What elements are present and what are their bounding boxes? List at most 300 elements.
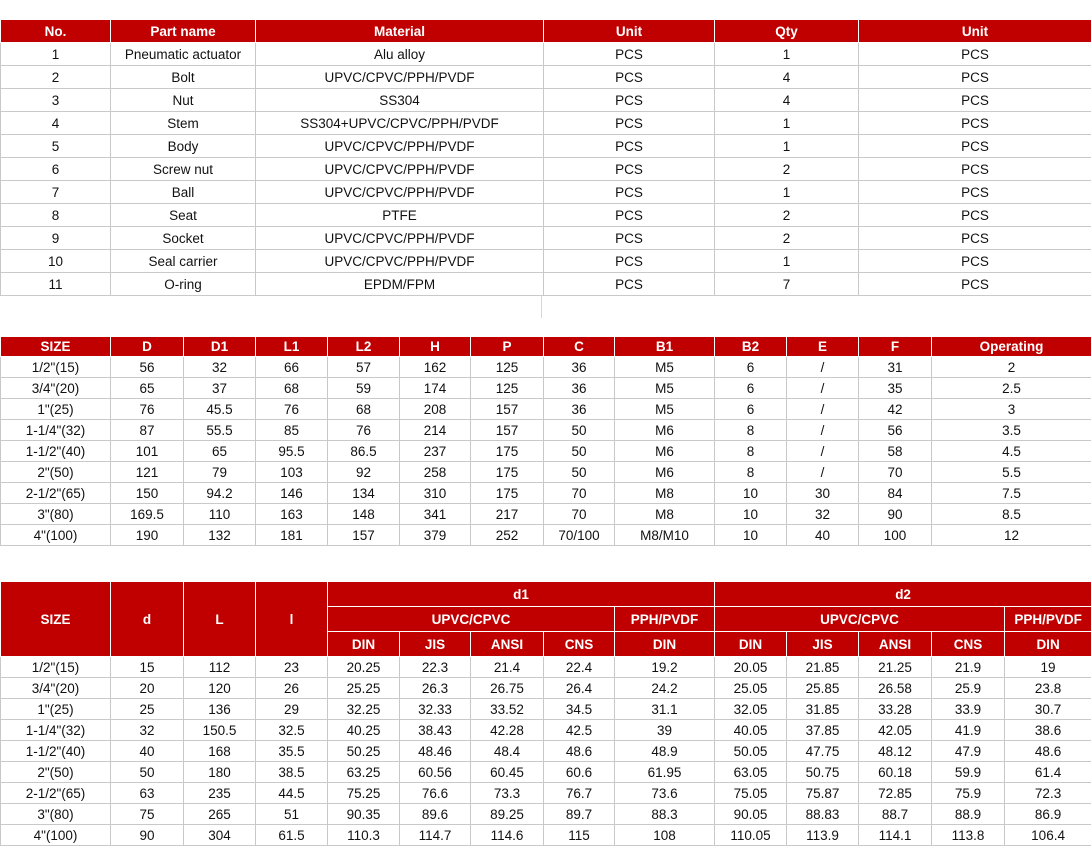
table-cell: 25 bbox=[111, 699, 184, 720]
table-row bbox=[1, 357, 1091, 378]
table-cell: 4.5 bbox=[932, 441, 1091, 462]
table-cell: 103 bbox=[256, 462, 328, 483]
table-cell: 85 bbox=[256, 420, 328, 441]
table-cell: 11 bbox=[1, 273, 111, 296]
dimension-table-body bbox=[1, 357, 1091, 546]
table-cell: Pneumatic actuator bbox=[111, 43, 256, 66]
table-cell: 57 bbox=[328, 357, 400, 378]
table-cell: M6 bbox=[615, 462, 715, 483]
table-row bbox=[1, 804, 1091, 825]
table-cell: 48.9 bbox=[615, 741, 715, 762]
table-cell: 70 bbox=[544, 483, 615, 504]
table-cell: UPVC/CPVC/PPH/PVDF bbox=[256, 135, 544, 158]
connection-header-row-1 bbox=[1, 582, 1091, 607]
col-size: SIZE bbox=[1, 582, 111, 657]
table-cell: UPVC/CPVC/PPH/PVDF bbox=[256, 227, 544, 250]
table-cell: 38.5 bbox=[256, 762, 328, 783]
table-cell: 146 bbox=[256, 483, 328, 504]
column-header: Part name bbox=[111, 20, 256, 43]
table-cell: 217 bbox=[471, 504, 544, 525]
table-cell: 8 bbox=[715, 441, 787, 462]
table-cell: 8 bbox=[1, 204, 111, 227]
table-cell: 6 bbox=[715, 378, 787, 399]
parts-table-header bbox=[1, 20, 1091, 43]
d2-upvc-cpvc: UPVC/CPVC bbox=[715, 607, 1005, 632]
table-cell: 60.45 bbox=[471, 762, 544, 783]
table-row bbox=[1, 504, 1091, 525]
table-cell: 26.3 bbox=[400, 678, 471, 699]
table-cell: 90 bbox=[111, 825, 184, 846]
table-cell: 30 bbox=[787, 483, 859, 504]
column-header: No. bbox=[1, 20, 111, 43]
table-cell: / bbox=[787, 420, 859, 441]
table-cell: 134 bbox=[328, 483, 400, 504]
d2-din: DIN bbox=[715, 632, 787, 657]
table-cell: 47.9 bbox=[932, 741, 1005, 762]
table-cell: 3"(80) bbox=[1, 804, 111, 825]
column-header: B1 bbox=[615, 337, 715, 357]
table-cell: 5.5 bbox=[932, 462, 1091, 483]
group-d2: d2 bbox=[715, 582, 1091, 607]
table-cell: / bbox=[787, 357, 859, 378]
table-cell: 20.05 bbox=[715, 657, 787, 678]
table-cell: PCS bbox=[544, 250, 715, 273]
table-cell: UPVC/CPVC/PPH/PVDF bbox=[256, 181, 544, 204]
table-cell: 32.33 bbox=[400, 699, 471, 720]
table-cell: PCS bbox=[544, 181, 715, 204]
table-cell: / bbox=[787, 399, 859, 420]
table-row bbox=[1, 181, 1091, 204]
table-cell: 2 bbox=[715, 204, 859, 227]
table-cell: UPVC/CPVC/PPH/PVDF bbox=[256, 250, 544, 273]
table-cell: 25.05 bbox=[715, 678, 787, 699]
table-cell: M5 bbox=[615, 378, 715, 399]
table-cell: 70 bbox=[859, 462, 932, 483]
table-cell: 50.25 bbox=[328, 741, 400, 762]
table-cell: PCS bbox=[544, 43, 715, 66]
table-cell: 6 bbox=[715, 357, 787, 378]
table-cell: 39 bbox=[615, 720, 715, 741]
column-header: P bbox=[471, 337, 544, 357]
table-cell: 208 bbox=[400, 399, 471, 420]
table-cell: 162 bbox=[400, 357, 471, 378]
table-cell: UPVC/CPVC/PPH/PVDF bbox=[256, 158, 544, 181]
table-cell: 26 bbox=[256, 678, 328, 699]
table-cell: 75 bbox=[111, 804, 184, 825]
table-cell: 237 bbox=[400, 441, 471, 462]
dimension-table-header bbox=[1, 337, 1091, 357]
column-header: F bbox=[859, 337, 932, 357]
table-cell: PCS bbox=[859, 250, 1091, 273]
table-cell: 90.35 bbox=[328, 804, 400, 825]
table-cell: 40.25 bbox=[328, 720, 400, 741]
table-cell: 190 bbox=[111, 525, 184, 546]
table-cell: 40 bbox=[787, 525, 859, 546]
table-cell: 379 bbox=[400, 525, 471, 546]
table-cell: PCS bbox=[544, 227, 715, 250]
table-cell: 2-1/2"(65) bbox=[1, 783, 111, 804]
table-row bbox=[1, 89, 1091, 112]
d2-pph-pvdf: PPH/PVDF bbox=[1005, 607, 1091, 632]
table-cell: 4"(100) bbox=[1, 525, 111, 546]
table-cell: PCS bbox=[859, 158, 1091, 181]
table-cell: Socket bbox=[111, 227, 256, 250]
table-cell: 22.3 bbox=[400, 657, 471, 678]
table-cell: 32 bbox=[787, 504, 859, 525]
table-cell: 65 bbox=[184, 441, 256, 462]
table-cell: 1/2"(15) bbox=[1, 357, 111, 378]
table-row bbox=[1, 678, 1091, 699]
table-cell: 120 bbox=[184, 678, 256, 699]
table-cell: 26.58 bbox=[859, 678, 932, 699]
table-cell: 33.52 bbox=[471, 699, 544, 720]
column-header: B2 bbox=[715, 337, 787, 357]
table-row bbox=[1, 420, 1091, 441]
table-row bbox=[1, 441, 1091, 462]
table-cell: 89.7 bbox=[544, 804, 615, 825]
table-cell: 4"(100) bbox=[1, 825, 111, 846]
table-cell: / bbox=[787, 441, 859, 462]
table-cell: Nut bbox=[111, 89, 256, 112]
table-cell: 115 bbox=[544, 825, 615, 846]
table-cell: 110 bbox=[184, 504, 256, 525]
table-cell: / bbox=[787, 378, 859, 399]
table-cell: 40.05 bbox=[715, 720, 787, 741]
table-row bbox=[1, 227, 1091, 250]
table-cell: 76.6 bbox=[400, 783, 471, 804]
table-cell: Ball bbox=[111, 181, 256, 204]
table-cell: 21.25 bbox=[859, 657, 932, 678]
table-cell: 6 bbox=[1, 158, 111, 181]
table-cell: 168 bbox=[184, 741, 256, 762]
table-cell: 50 bbox=[544, 420, 615, 441]
table-row bbox=[1, 762, 1091, 783]
table-cell: 51 bbox=[256, 804, 328, 825]
d1-ansi: ANSI bbox=[471, 632, 544, 657]
table-cell: 157 bbox=[471, 420, 544, 441]
table-cell: 48.6 bbox=[544, 741, 615, 762]
table-row bbox=[1, 112, 1091, 135]
parts-table-body bbox=[1, 43, 1091, 296]
table-row bbox=[1, 483, 1091, 504]
table-cell: Bolt bbox=[111, 66, 256, 89]
table-cell: PCS bbox=[544, 135, 715, 158]
table-cell: 2"(50) bbox=[1, 462, 111, 483]
table-cell: 79 bbox=[184, 462, 256, 483]
table-cell: 114.1 bbox=[859, 825, 932, 846]
table-cell: 31.1 bbox=[615, 699, 715, 720]
table-row bbox=[1, 525, 1091, 546]
table-cell: 10 bbox=[715, 483, 787, 504]
table-cell: 125 bbox=[471, 378, 544, 399]
table-cell: PCS bbox=[544, 66, 715, 89]
table-cell: 175 bbox=[471, 441, 544, 462]
table-cell: 1 bbox=[715, 112, 859, 135]
table-cell: 68 bbox=[328, 399, 400, 420]
column-header: H bbox=[400, 337, 471, 357]
table-cell: 1 bbox=[715, 250, 859, 273]
table-cell: 35.5 bbox=[256, 741, 328, 762]
table-cell: 88.9 bbox=[932, 804, 1005, 825]
table-cell: 235 bbox=[184, 783, 256, 804]
table-cell: 42 bbox=[859, 399, 932, 420]
table-cell: 157 bbox=[471, 399, 544, 420]
table-cell: 21.4 bbox=[471, 657, 544, 678]
table-cell: 9 bbox=[1, 227, 111, 250]
table-cell: 60.18 bbox=[859, 762, 932, 783]
table-cell: 32.25 bbox=[328, 699, 400, 720]
table-cell: 92 bbox=[328, 462, 400, 483]
table-cell: 12 bbox=[932, 525, 1091, 546]
table-cell: 63.05 bbox=[715, 762, 787, 783]
table-cell: 88.3 bbox=[615, 804, 715, 825]
table-cell: 32 bbox=[111, 720, 184, 741]
table-cell: 70/100 bbox=[544, 525, 615, 546]
table-cell: 41.9 bbox=[932, 720, 1005, 741]
table-cell: 58 bbox=[859, 441, 932, 462]
table-cell: 148 bbox=[328, 504, 400, 525]
d1-pph-pvdf: PPH/PVDF bbox=[615, 607, 715, 632]
table-cell: 26.75 bbox=[471, 678, 544, 699]
table-cell: 38.43 bbox=[400, 720, 471, 741]
table-cell: 3/4"(20) bbox=[1, 678, 111, 699]
table-cell: M8 bbox=[615, 504, 715, 525]
table-cell: 21.85 bbox=[787, 657, 859, 678]
table-cell: 252 bbox=[471, 525, 544, 546]
table-cell: Body bbox=[111, 135, 256, 158]
table-cell: 36 bbox=[544, 399, 615, 420]
table-cell: 110.3 bbox=[328, 825, 400, 846]
table-cell: PCS bbox=[859, 273, 1091, 296]
table-cell: 89.6 bbox=[400, 804, 471, 825]
table-row bbox=[1, 741, 1091, 762]
table-cell: 87 bbox=[111, 420, 184, 441]
table-cell: 258 bbox=[400, 462, 471, 483]
table-row bbox=[1, 158, 1091, 181]
table-cell: 265 bbox=[184, 804, 256, 825]
table-cell: 8 bbox=[715, 462, 787, 483]
table-cell: 47.75 bbox=[787, 741, 859, 762]
table-cell: 59 bbox=[328, 378, 400, 399]
column-header: L2 bbox=[328, 337, 400, 357]
table-cell: 44.5 bbox=[256, 783, 328, 804]
table-cell: 136 bbox=[184, 699, 256, 720]
table-cell: 66 bbox=[256, 357, 328, 378]
table-cell: 2 bbox=[715, 158, 859, 181]
table-cell: 22.4 bbox=[544, 657, 615, 678]
table-cell: 113.9 bbox=[787, 825, 859, 846]
table-cell: 2.5 bbox=[932, 378, 1091, 399]
table-cell: 25.9 bbox=[932, 678, 1005, 699]
table-cell: 19 bbox=[1005, 657, 1091, 678]
table-cell: 30.7 bbox=[1005, 699, 1091, 720]
d2-jis: JIS bbox=[787, 632, 859, 657]
table-cell: Seat bbox=[111, 204, 256, 227]
table-cell: 2-1/2"(65) bbox=[1, 483, 111, 504]
table-cell: PCS bbox=[859, 181, 1091, 204]
table-cell: 73.3 bbox=[471, 783, 544, 804]
table-cell: 37 bbox=[184, 378, 256, 399]
table-cell: 169.5 bbox=[111, 504, 184, 525]
table-cell: 214 bbox=[400, 420, 471, 441]
table-row bbox=[1, 250, 1091, 273]
table-cell: 61.4 bbox=[1005, 762, 1091, 783]
d1-din: DIN bbox=[328, 632, 400, 657]
column-header: C bbox=[544, 337, 615, 357]
table-cell: 174 bbox=[400, 378, 471, 399]
table-cell: 23.8 bbox=[1005, 678, 1091, 699]
table-cell: 2 bbox=[715, 227, 859, 250]
table-cell: PCS bbox=[859, 43, 1091, 66]
table-cell: 48.4 bbox=[471, 741, 544, 762]
divider-line bbox=[541, 296, 542, 318]
d1-upvc-cpvc: UPVC/CPVC bbox=[328, 607, 615, 632]
table-cell: 2"(50) bbox=[1, 762, 111, 783]
d2-pph-din: DIN bbox=[1005, 632, 1091, 657]
table-cell: 31 bbox=[859, 357, 932, 378]
d1-pph-din: DIN bbox=[615, 632, 715, 657]
table-cell: / bbox=[787, 462, 859, 483]
table-cell: 24.2 bbox=[615, 678, 715, 699]
table-cell: PTFE bbox=[256, 204, 544, 227]
table-cell: 68 bbox=[256, 378, 328, 399]
table-cell: 1"(25) bbox=[1, 399, 111, 420]
table-cell: 61.95 bbox=[615, 762, 715, 783]
table-cell: 50 bbox=[111, 762, 184, 783]
connection-table bbox=[0, 581, 1091, 846]
table-cell: 75.87 bbox=[787, 783, 859, 804]
table-cell: 101 bbox=[111, 441, 184, 462]
table-cell: 56 bbox=[859, 420, 932, 441]
table-cell: 56 bbox=[111, 357, 184, 378]
table-cell: 304 bbox=[184, 825, 256, 846]
table-cell: PCS bbox=[859, 66, 1091, 89]
table-cell: 73.6 bbox=[615, 783, 715, 804]
table-cell: 341 bbox=[400, 504, 471, 525]
table-cell: UPVC/CPVC/PPH/PVDF bbox=[256, 66, 544, 89]
table-cell: 60.56 bbox=[400, 762, 471, 783]
table-cell: 15 bbox=[111, 657, 184, 678]
table-cell: 50 bbox=[544, 441, 615, 462]
table-cell: 33.28 bbox=[859, 699, 932, 720]
table-cell: 1-1/2"(40) bbox=[1, 441, 111, 462]
table-row bbox=[1, 66, 1091, 89]
table-cell: 1-1/4"(32) bbox=[1, 720, 111, 741]
table-cell: 310 bbox=[400, 483, 471, 504]
table-cell: PCS bbox=[859, 227, 1091, 250]
table-cell: 10 bbox=[1, 250, 111, 273]
connection-table-body bbox=[1, 657, 1091, 846]
d1-jis: JIS bbox=[400, 632, 471, 657]
table-cell: 7 bbox=[715, 273, 859, 296]
table-cell: 31.85 bbox=[787, 699, 859, 720]
table-cell: PCS bbox=[859, 135, 1091, 158]
table-cell: 94.2 bbox=[184, 483, 256, 504]
table-cell: 65 bbox=[111, 378, 184, 399]
table-cell: SS304+UPVC/CPVC/PPH/PVDF bbox=[256, 112, 544, 135]
table-cell: Seal carrier bbox=[111, 250, 256, 273]
table-cell: 48.46 bbox=[400, 741, 471, 762]
table-cell: 3.5 bbox=[932, 420, 1091, 441]
table-cell: 75.05 bbox=[715, 783, 787, 804]
table-row bbox=[1, 273, 1091, 296]
table-cell: 110.05 bbox=[715, 825, 787, 846]
table-cell: 8.5 bbox=[932, 504, 1091, 525]
table-cell: 25.85 bbox=[787, 678, 859, 699]
table-cell: 114.7 bbox=[400, 825, 471, 846]
table-cell: 29 bbox=[256, 699, 328, 720]
table-cell: 7.5 bbox=[932, 483, 1091, 504]
table-cell: 63 bbox=[111, 783, 184, 804]
table-cell: 1 bbox=[1, 43, 111, 66]
table-row bbox=[1, 783, 1091, 804]
column-header: Unit bbox=[544, 20, 715, 43]
table-cell: 1 bbox=[715, 181, 859, 204]
d2-cns: CNS bbox=[932, 632, 1005, 657]
table-cell: 90 bbox=[859, 504, 932, 525]
table-cell: 75.25 bbox=[328, 783, 400, 804]
table-cell: 7 bbox=[1, 181, 111, 204]
table-cell: M8 bbox=[615, 483, 715, 504]
column-header: E bbox=[787, 337, 859, 357]
table-cell: PCS bbox=[859, 89, 1091, 112]
table-cell: PCS bbox=[544, 273, 715, 296]
table-cell: PCS bbox=[859, 112, 1091, 135]
table-cell: 59.9 bbox=[932, 762, 1005, 783]
table-cell: 36 bbox=[544, 357, 615, 378]
table-cell: 106.4 bbox=[1005, 825, 1091, 846]
table-cell: 34.5 bbox=[544, 699, 615, 720]
table-cell: 3 bbox=[1, 89, 111, 112]
table-cell: 1 bbox=[715, 135, 859, 158]
table-cell: PCS bbox=[859, 204, 1091, 227]
table-cell: 1"(25) bbox=[1, 699, 111, 720]
table-cell: 5 bbox=[1, 135, 111, 158]
table-cell: 42.28 bbox=[471, 720, 544, 741]
table-cell: 40 bbox=[111, 741, 184, 762]
table-cell: 125 bbox=[471, 357, 544, 378]
table-cell: 26.4 bbox=[544, 678, 615, 699]
table-cell: 72.3 bbox=[1005, 783, 1091, 804]
table-cell: 89.25 bbox=[471, 804, 544, 825]
table-cell: 88.7 bbox=[859, 804, 932, 825]
table-cell: 42.5 bbox=[544, 720, 615, 741]
column-header: Operating bbox=[932, 337, 1091, 357]
table-cell: SS304 bbox=[256, 89, 544, 112]
table-cell: Screw nut bbox=[111, 158, 256, 181]
d1-cns: CNS bbox=[544, 632, 615, 657]
table-cell: 72.85 bbox=[859, 783, 932, 804]
table-cell: 88.83 bbox=[787, 804, 859, 825]
table-cell: 114.6 bbox=[471, 825, 544, 846]
table-cell: 19.2 bbox=[615, 657, 715, 678]
table-cell: M6 bbox=[615, 420, 715, 441]
table-cell: M6 bbox=[615, 441, 715, 462]
table-cell: PCS bbox=[544, 204, 715, 227]
table-cell: 21.9 bbox=[932, 657, 1005, 678]
table-cell: 45.5 bbox=[184, 399, 256, 420]
table-cell: 76 bbox=[111, 399, 184, 420]
table-cell: 76 bbox=[328, 420, 400, 441]
table-cell: EPDM/FPM bbox=[256, 273, 544, 296]
table-cell: 4 bbox=[715, 89, 859, 112]
table-cell: 32.05 bbox=[715, 699, 787, 720]
table-cell: 1/2"(15) bbox=[1, 657, 111, 678]
table-cell: 63.25 bbox=[328, 762, 400, 783]
table-cell: 4 bbox=[1, 112, 111, 135]
table-row bbox=[1, 378, 1091, 399]
col-d: d bbox=[111, 582, 184, 657]
